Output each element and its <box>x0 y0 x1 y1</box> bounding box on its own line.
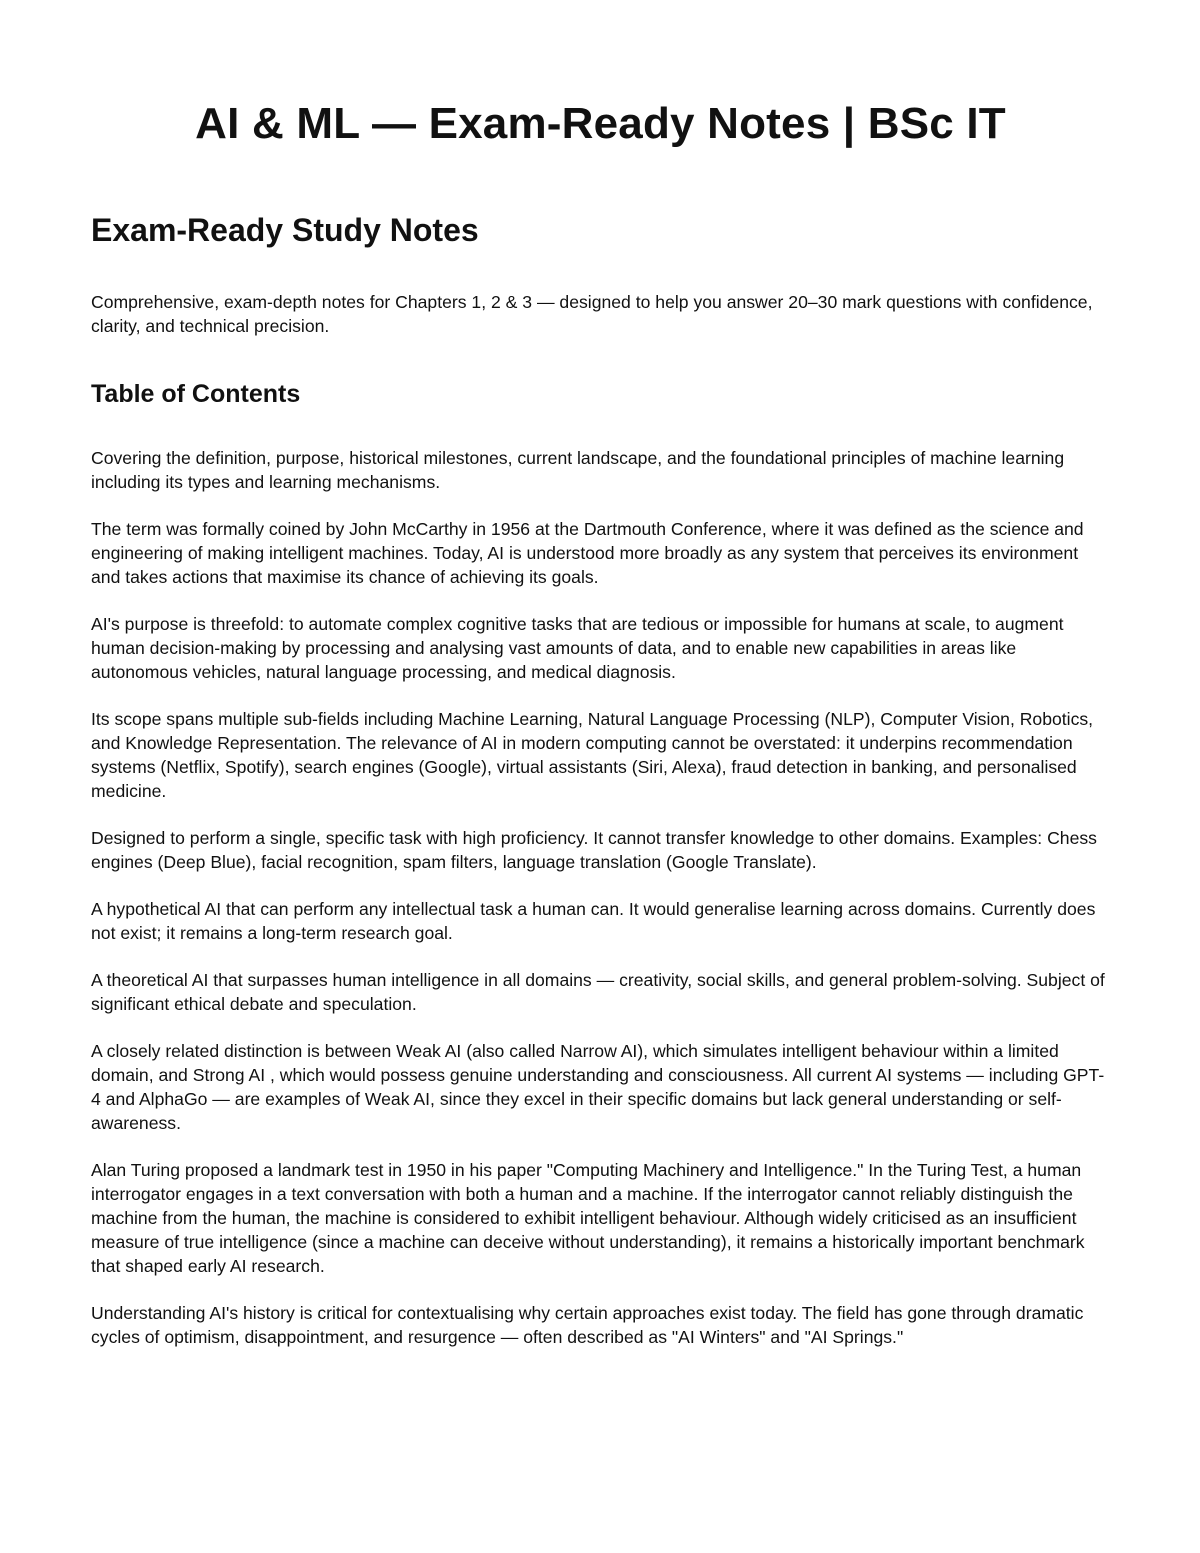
notes-content <box>91 446 1110 1349</box>
paragraph-chapter-overview: Covering the definition, purpose, historical milestones, current landscape, and the foundational principles of machine learning including its types and learning mechanisms. <box>91 448 1065 492</box>
paragraph-ai-definition: The term was formally coined by John McCarthy in 1956 at the Dartmouth Conference, where it was defined as the science and engineering of making intelligent machines. Today, AI is understood more broadly as any system that perceives its environment and takes actions that maximise its chance of achieving its goals. <box>91 519 1084 587</box>
section-title: Exam-Ready Study Notes <box>91 212 479 248</box>
table-of-contents-heading: Table of Contents <box>91 380 301 408</box>
paragraph-ai-scope: Its scope spans multiple sub-fields including Machine Learning, Natural Language Processing (NLP), Computer Vision, Robotics, and Knowledge Representation. The relevance of AI in modern computing cannot be overstated: it underpins recommendation systems (Netflix, Spotify), search engines (Google), virtual assistants (Siri, Alexa), fraud detection in banking, and personalised medicine. <box>91 709 1094 801</box>
paragraph-weak-strong-ai: A closely related distinction is between Weak AI (also called Narrow AI), which simulates intelligent behaviour within a limited domain, and Strong AI , which would possess genuine understanding and consciousness. All current AI systems — including GPT-4 and AlphaGo — are examples of Weak AI, since they excel in their specific domains but lack general understanding or self-awareness. <box>91 1041 1105 1133</box>
paragraph-narrow-ai: Designed to perform a single, specific task with high proficiency. It cannot transfer knowledge to other domains. Examples: Chess engines (Deep Blue), facial recognition, spam filters, language translation (Google Translate). <box>91 828 1097 872</box>
intro-paragraph: Comprehensive, exam-depth notes for Chapters 1, 2 & 3 — designed to help you answer 20–30 mark questions with confidence, clarity, and technical precision. <box>91 292 1093 336</box>
paragraph-ai-history: Understanding AI's history is critical for contextualising why certain approaches exist today. The field has gone through dramatic cycles of optimism, disappointment, and resurgence — often described as "AI Winters" and "AI Springs." <box>91 1303 1084 1347</box>
paragraph-turing-test: Alan Turing proposed a landmark test in 1950 in his paper "Computing Machinery and Intelligence." In the Turing Test, a human interrogator engages in a text conversation with both a human and a machine. If the interrogator cannot reliably distinguish the machine from the human, the machine is considered to exhibit intelligent behaviour. Although widely criticised as an insufficient measure of true intelligence (since a machine can deceive without understanding), it remains a historically important benchmark that shaped early AI research. <box>91 1160 1085 1276</box>
document-title: AI & ML — Exam-Ready Notes | BSc IT <box>195 99 1006 148</box>
paragraph-ai-purpose: AI's purpose is threefold: to automate complex cognitive tasks that are tedious or impossible for humans at scale, to augment human decision-making by processing and analysing vast amounts of data, and to enable new capabilities in areas like autonomous vehicles, natural language processing, and medical diagnosis. <box>91 614 1064 682</box>
paragraph-super-ai: A theoretical AI that surpasses human intelligence in all domains — creativity, social skills, and general problem-solving. Subject of significant ethical debate and speculation. <box>91 970 1105 1014</box>
paragraph-general-ai: A hypothetical AI that can perform any intellectual task a human can. It would generalise learning across domains. Currently does not exist; it remains a long-term research goal. <box>91 899 1096 943</box>
